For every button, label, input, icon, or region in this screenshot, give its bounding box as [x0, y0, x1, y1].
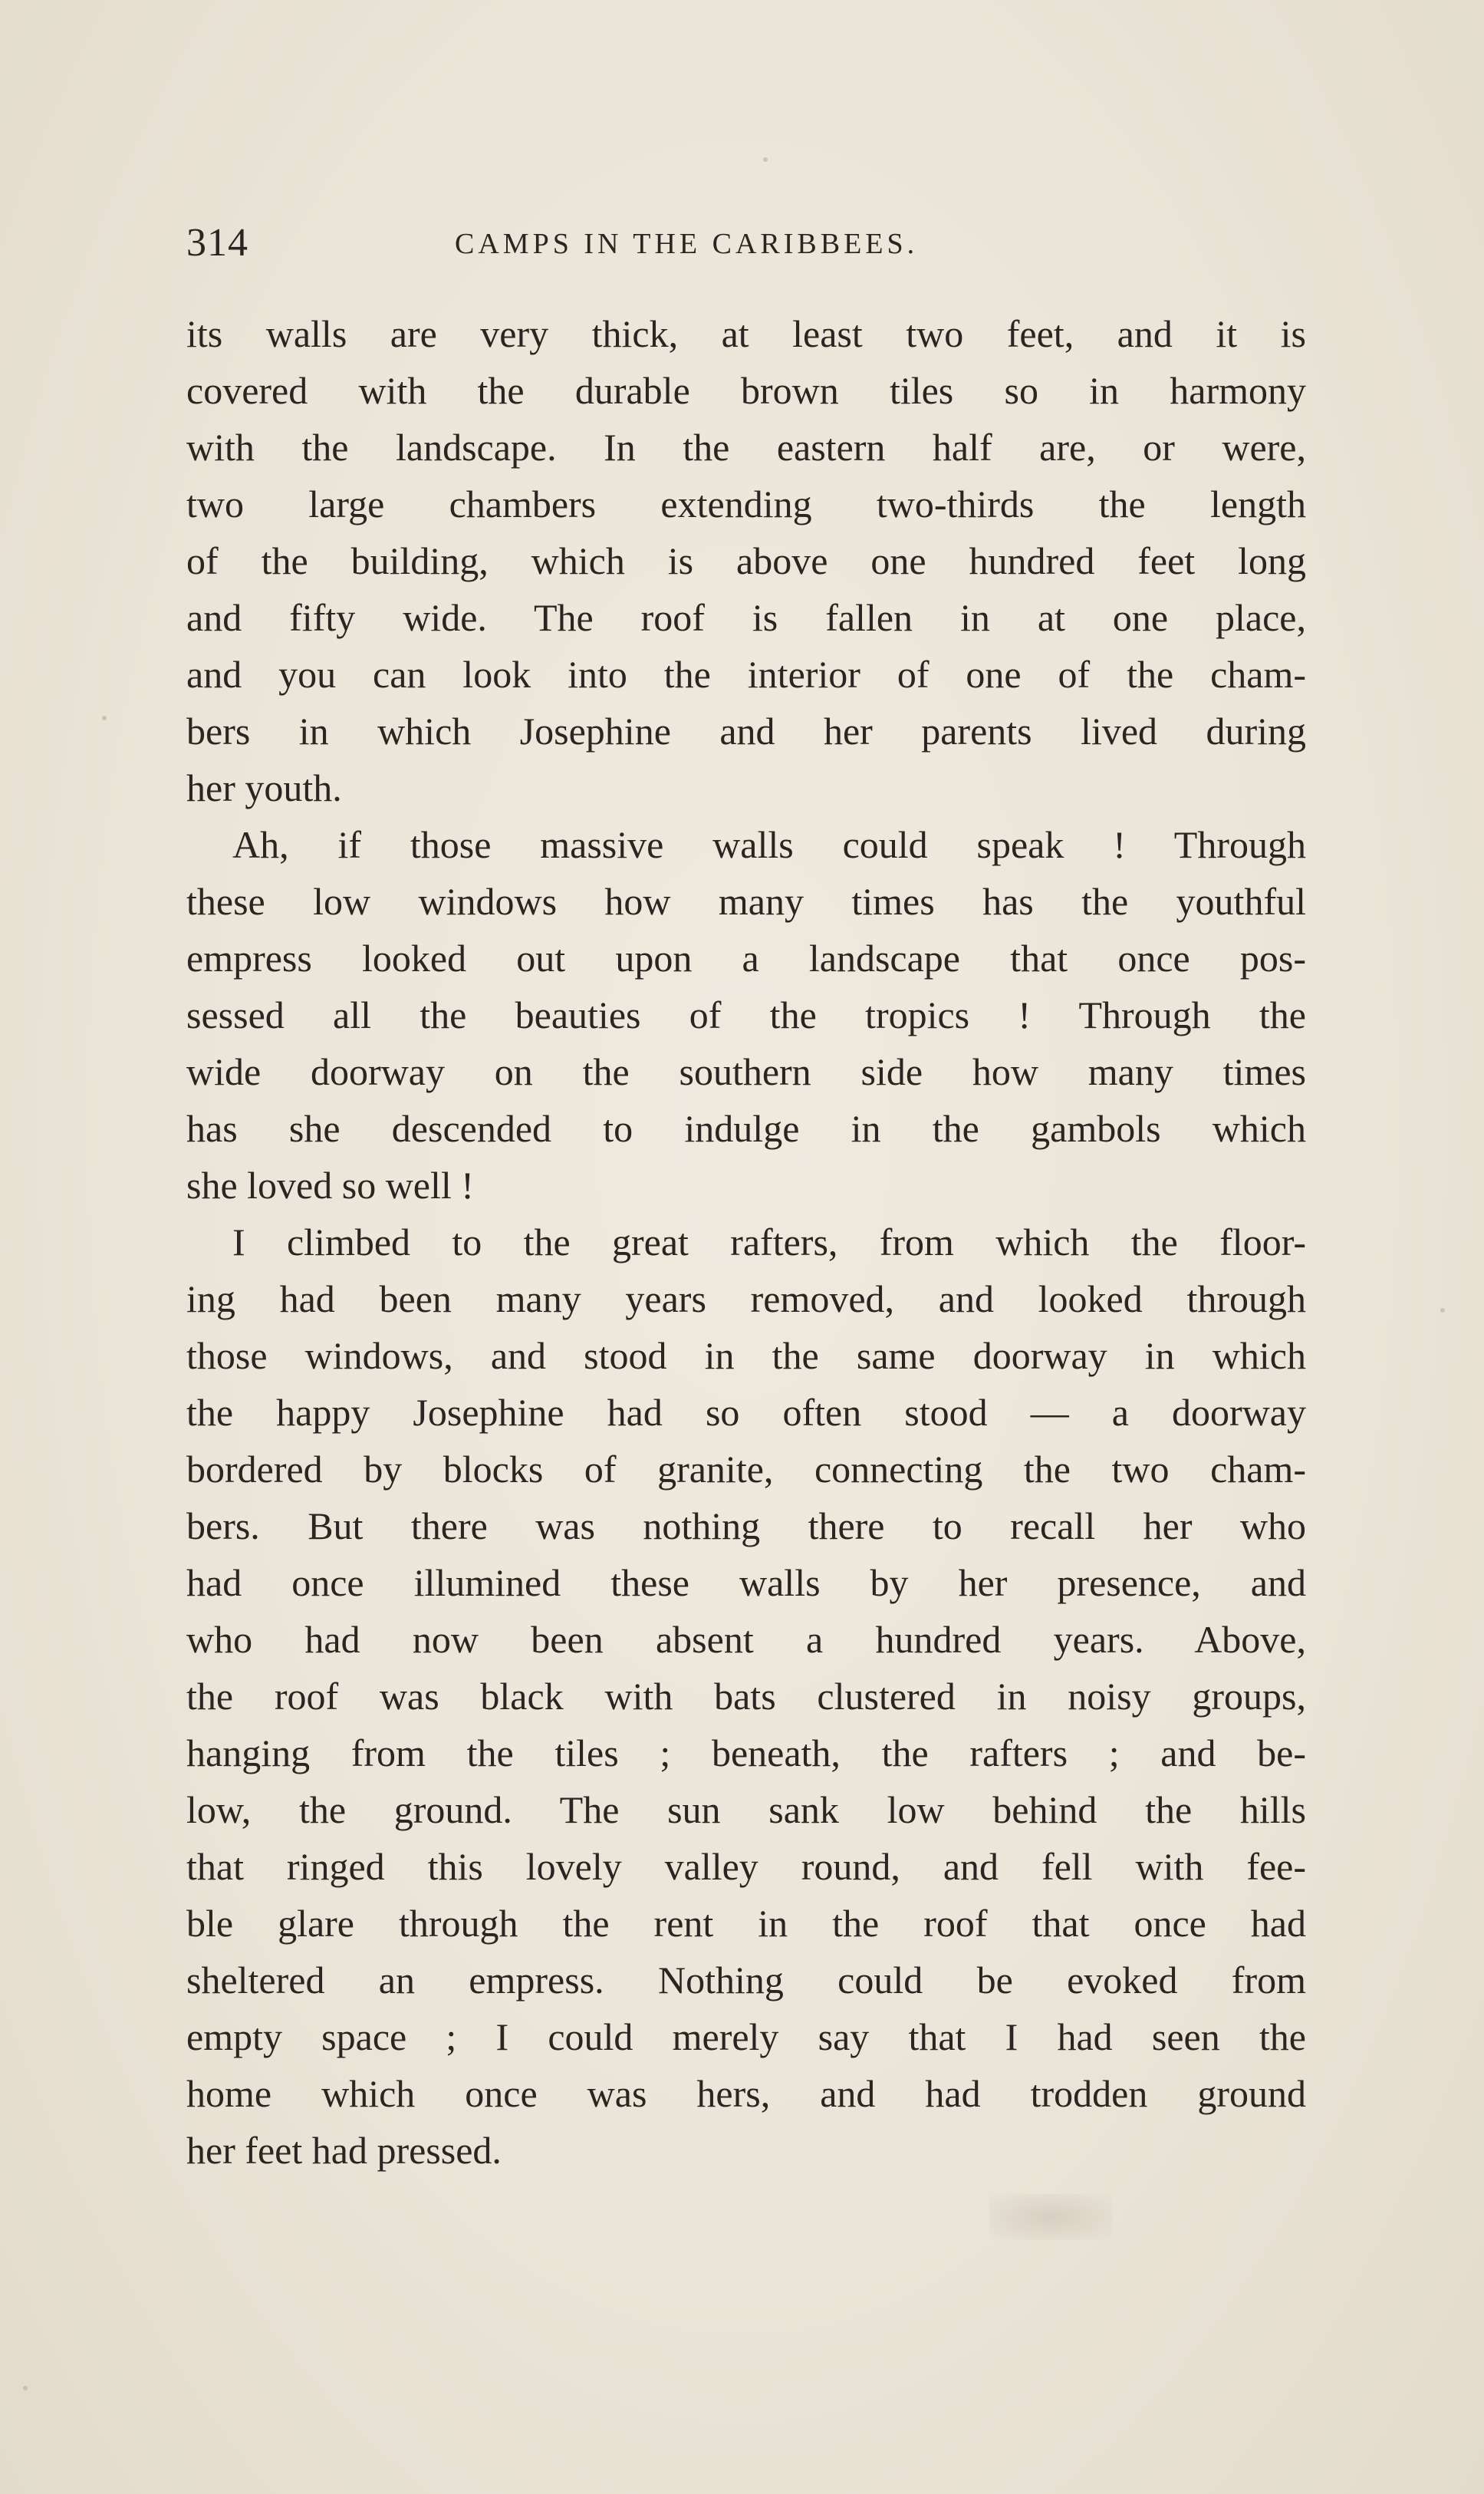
text-line: covered with the durable brown tiles so in harmony	[186, 369, 1306, 412]
text-line: bers. But there was nothing there to recall her who	[186, 1504, 1306, 1547]
text-line: who had now been absent a hundred years. Above,	[186, 1618, 1306, 1661]
text-line: her feet had pressed.	[186, 2129, 502, 2172]
text-line: with the landscape. In the eastern half are, or were,	[186, 426, 1306, 469]
text-line: its walls are very thick, at least two feet, and it is	[186, 312, 1306, 355]
paper-speck	[763, 157, 768, 162]
text-line: sessed all the beauties of the tropics ! Through the	[186, 993, 1306, 1036]
text-line: bordered by blocks of granite, connecting the two cham-	[186, 1448, 1306, 1491]
text-line: two large chambers extending two-thirds the length	[186, 483, 1306, 525]
text-line: empty space ; I could merely say that I had seen the	[186, 2015, 1306, 2058]
text-line: wide doorway on the southern side how many times	[186, 1050, 1306, 1093]
text-line: home which once was hers, and had trodden ground	[186, 2072, 1306, 2115]
running-head	[186, 216, 1306, 270]
text-line: and you can look into the interior of one of the cham-	[186, 653, 1306, 696]
text-line: sheltered an empress. Nothing could be evoked from	[186, 1959, 1306, 2001]
body-text	[186, 305, 1306, 2179]
paper-speck	[1440, 1308, 1445, 1313]
text-line: she loved so well !	[186, 1164, 474, 1207]
text-line: Ah, if those massive walls could speak ! Through	[232, 823, 1306, 866]
text-line: hanging from the tiles ; beneath, the rafters ; and be-	[186, 1731, 1306, 1774]
text-line: ble glare through the rent in the roof that once had	[186, 1902, 1306, 1945]
text-line: of the building, which is above one hundred feet long	[186, 539, 1306, 582]
text-line: had once illumined these walls by her presence, and	[186, 1561, 1306, 1604]
paper-smudge	[989, 2194, 1112, 2240]
text-line: empress looked out upon a landscape that once pos-	[186, 937, 1306, 980]
text-line: I climbed to the great rafters, from which the floor-	[232, 1221, 1306, 1263]
text-line: bers in which Josephine and her parents lived during	[186, 710, 1306, 753]
text-line: the happy Josephine had so often stood — a doorway	[186, 1391, 1306, 1434]
text-line: ing had been many years removed, and looked through	[186, 1277, 1306, 1320]
text-line: those windows, and stood in the same doorway in which	[186, 1334, 1306, 1377]
text-line: low, the ground. The sun sank low behind the hills	[186, 1788, 1306, 1831]
page-number: 314	[186, 221, 248, 265]
text-line: has she descended to indulge in the gambols which	[186, 1107, 1306, 1150]
text-line: her youth.	[186, 766, 342, 809]
paper-speck	[102, 716, 107, 720]
text-line: and fifty wide. The roof is fallen in at one place,	[186, 596, 1306, 639]
paper-speck	[23, 2386, 28, 2390]
text-line: that ringed this lovely valley round, and fell with fee-	[186, 1845, 1306, 1888]
text-line: the roof was black with bats clustered in noisy groups,	[186, 1675, 1306, 1718]
running-title: CAMPS IN THE CARIBBEES.	[455, 228, 919, 260]
text-line: these low windows how many times has the youthful	[186, 880, 1306, 923]
